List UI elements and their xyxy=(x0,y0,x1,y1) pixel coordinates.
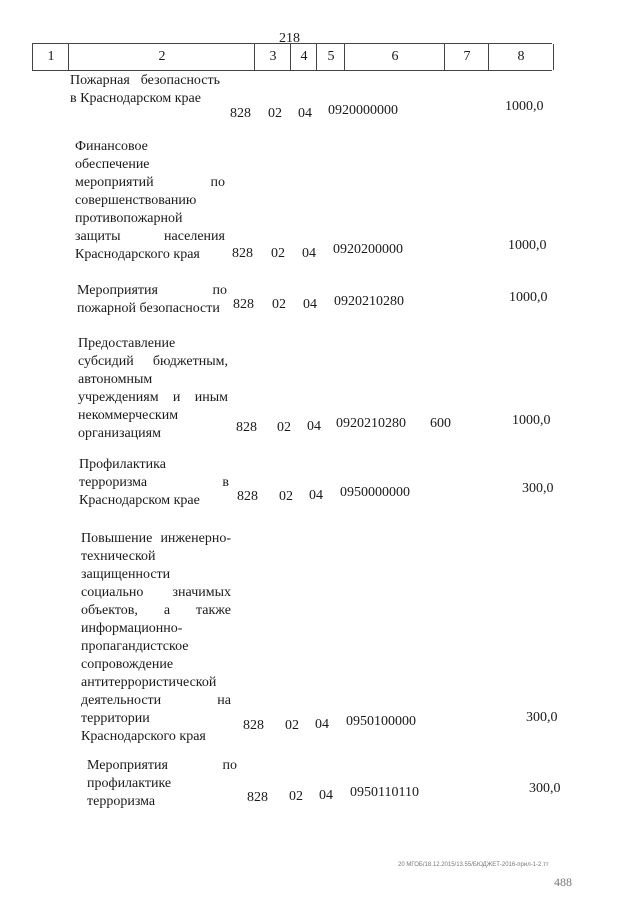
row-pr: 04 xyxy=(319,788,333,803)
row-sum: 300,0 xyxy=(522,481,554,496)
row-ved: 828 xyxy=(236,420,257,435)
row-csr: 0920210280 xyxy=(334,294,404,309)
column-header-7: 7 xyxy=(444,44,489,70)
row-name: Предоставление субсидий бюджетным, автономным учреждениям и иным некоммерческим организациям xyxy=(78,336,228,441)
row-name: Мероприятия по пожарной безопасности xyxy=(77,283,227,316)
row-sum: 300,0 xyxy=(526,710,558,725)
row-csr: 0950100000 xyxy=(346,714,416,729)
row-sum: 1000,0 xyxy=(512,413,551,428)
row-csr: 0950000000 xyxy=(340,485,410,500)
column-header-1: 1 xyxy=(32,44,69,70)
row-name: Пожарная безопасность в Краснодарском крае xyxy=(70,73,220,106)
row-csr: 0920210280 xyxy=(336,416,406,431)
row-name: Финансовое обеспечение мероприятий по совершенствованию противопожарной защиты населения Краснодарского края xyxy=(75,139,225,262)
row-rz: 02 xyxy=(289,789,303,804)
row-pr: 04 xyxy=(298,106,312,121)
table-header xyxy=(32,43,552,71)
row-vr: 600 xyxy=(430,416,451,431)
row-sum: 1000,0 xyxy=(509,290,548,305)
row-ved: 828 xyxy=(232,246,253,261)
row-rz: 02 xyxy=(277,420,291,435)
row-sum: 1000,0 xyxy=(508,238,547,253)
row-pr: 04 xyxy=(315,717,329,732)
row-pr: 04 xyxy=(309,488,323,503)
row-name: Мероприятия по профилактике терроризма xyxy=(87,758,237,809)
row-ved: 828 xyxy=(247,790,268,805)
row-sum: 300,0 xyxy=(529,781,561,796)
row-rz: 02 xyxy=(271,246,285,261)
row-rz: 02 xyxy=(268,106,282,121)
footer-page-number: 488 xyxy=(554,875,572,889)
row-rz: 02 xyxy=(272,297,286,312)
file-stamp: 20 МГОБ/18.12.2015/13.55/БЮДЖЕТ-2016-прил-1-2.тт xyxy=(398,862,549,868)
row-name: Повышение инженерно-технической защищенности социально значимых объектов, а также информационно-пропагандистское сопровождение антитеррористической деятельности на территории Краснодарского края xyxy=(81,531,231,744)
row-pr: 04 xyxy=(303,297,317,312)
row-csr: 0920000000 xyxy=(328,103,398,118)
row-csr: 0950110110 xyxy=(350,785,419,800)
row-ved: 828 xyxy=(243,718,264,733)
row-pr: 04 xyxy=(302,246,316,261)
column-header-4: 4 xyxy=(290,44,317,70)
column-header-2: 2 xyxy=(68,44,255,70)
row-ved: 828 xyxy=(230,106,251,121)
row-name: Профилактика терроризма в Краснодарском крае xyxy=(79,457,229,508)
row-ved: 828 xyxy=(237,489,258,504)
column-header-8: 8 xyxy=(488,44,554,70)
column-header-3: 3 xyxy=(254,44,291,70)
column-header-5: 5 xyxy=(316,44,345,70)
row-csr: 0920200000 xyxy=(333,242,403,257)
row-pr: 04 xyxy=(307,419,321,434)
column-header-6: 6 xyxy=(344,44,445,70)
row-sum: 1000,0 xyxy=(505,99,544,114)
row-rz: 02 xyxy=(279,489,293,504)
row-ved: 828 xyxy=(233,297,254,312)
page-number: 218 xyxy=(279,31,300,46)
row-rz: 02 xyxy=(285,718,299,733)
